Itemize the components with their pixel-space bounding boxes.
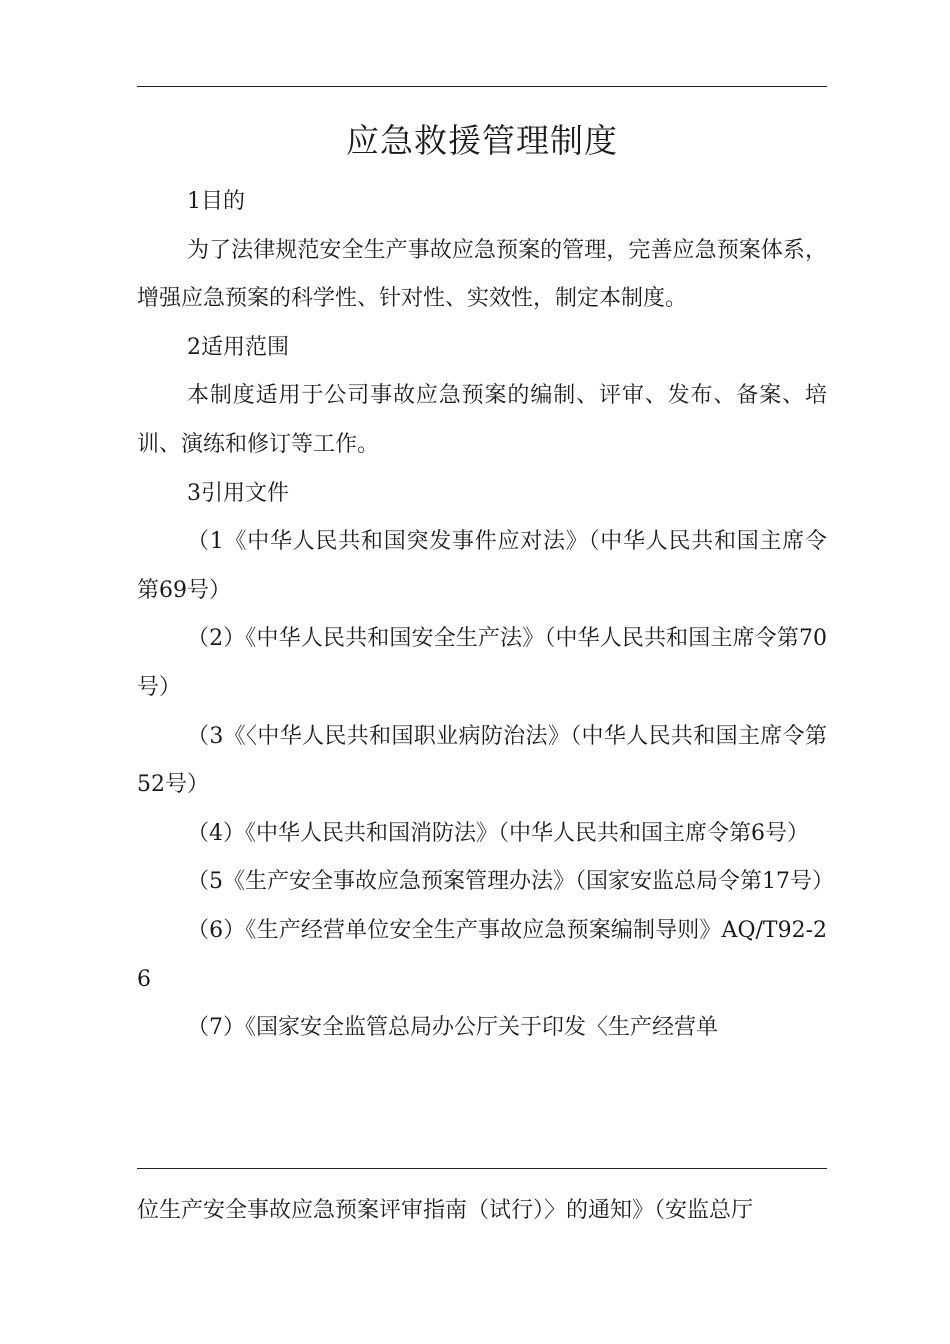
section-heading-purpose: 1目的 [187,189,245,214]
reference-item-4: （4）《中华人民共和国消防法》（中华人民共和国主席令第6号） [187,820,809,846]
header-rule [137,86,827,87]
paragraph-purpose: 为了法律规范安全生产事故应急预案的管理，完善应急预案体系，增强应急预案的科学性、针对性、实效性，制定本制度。 [137,237,827,312]
reference-item-3: （3《〈中华人民共和国职业病防治法》（中华人民共和国主席令第52号） [137,723,827,798]
continuation-line: 位生产安全事故应急预案评审指南（试行）〉的通知》（安监总厅 [137,1198,754,1223]
reference-item-2: （2）《中华人民共和国安全生产法》（中华人民共和国主席令第70号） [137,626,827,700]
section-heading-references: 3引用文件 [187,480,289,506]
footer-rule [137,1168,827,1169]
document-body [137,178,834,1053]
reference-item-7: （7）《国家安全监管总局办公厅关于印发〈生产经营单 [187,1015,718,1041]
paragraph-scope: 本制度适用于公司事故应急预案的编制、评审、发布、备案、培训、演练和修订等工作。 [137,383,827,457]
document-title: 应急救援管理制度 [346,121,618,160]
reference-item-5: （5《生产安全事故应急预案管理办法》（国家安监总局令第17号） [187,869,834,895]
reference-item-6: （6）《生产经营单位安全生产事故应急预案编制导则》AQ/T92-26 [137,917,827,992]
reference-item-1: （1《中华人民共和国突发事件应对法》（中华人民共和国主席令第69号） [137,529,827,603]
section-heading-scope: 2适用范围 [187,334,289,360]
